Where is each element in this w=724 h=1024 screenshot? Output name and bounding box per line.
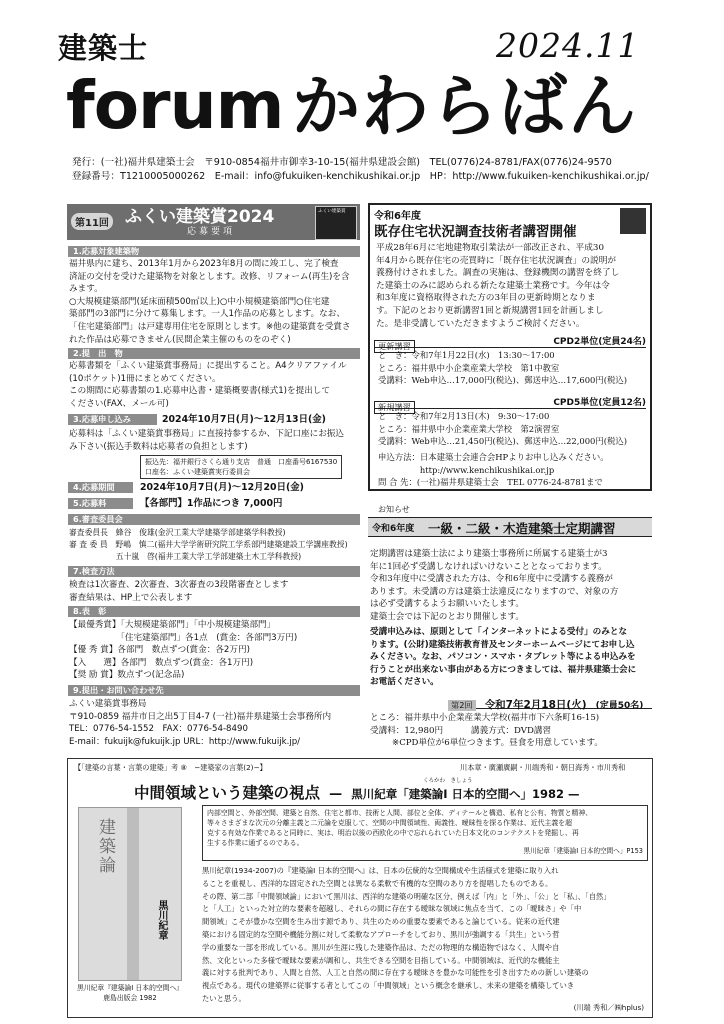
line: み下さい(振込手数料は応募者の負担とします) xyxy=(69,441,248,452)
award-sec1-body xyxy=(69,258,351,346)
line: たいと思う。 xyxy=(202,993,246,1003)
bank-box xyxy=(140,455,342,479)
teiki-bold xyxy=(370,626,636,689)
line: 五十嵐 啓(福井工業大学工学部建築土木工学科教授) xyxy=(69,552,302,561)
line: と き：令和7年2月13日(木) 9:30〜17:00 xyxy=(378,411,550,421)
line: ところ：福井県中小企業産業大学校 第1中教室 xyxy=(378,362,560,373)
teiki-capacity: (定員50名) xyxy=(595,701,644,711)
award-logo xyxy=(315,206,357,240)
award-sec5-heading: 5.応募料 xyxy=(68,498,133,509)
award-sec5-row xyxy=(68,497,360,510)
line: 義に対する批判であり、人間と自然、人工と自然の間に存在する曖昧さを豊かな可能性を引き出すための新しい建築の xyxy=(202,968,589,978)
line: 令和3年度中に受講された方は、令和6年度中に受講する義務が xyxy=(370,574,613,585)
line: 受講申込みは、原則として「インターネットによる受付」のみとな xyxy=(370,627,628,637)
renewal-cpd: CPD2単位(定員24名) xyxy=(553,337,646,347)
line: と き：令和7年1月22日(水) 13:30〜17:00 xyxy=(378,350,555,360)
column-authors: 川本章・廣瀬廣嗣・川端秀和・朝日海秀・市川秀和 xyxy=(460,763,626,772)
masthead xyxy=(0,0,724,190)
line: みます。 xyxy=(69,284,103,295)
award-sec3-body xyxy=(69,428,344,453)
teiki-details xyxy=(370,712,603,750)
line: 問 合 先：(一社)福井県建築士会 TEL 0776-24-8781まで xyxy=(378,477,603,488)
column-series: 【「建築の言葉・言葉の建築」考 ⑧ −建築家の言葉(2)−】 xyxy=(74,763,267,772)
line: 「住宅建築部門」は戸建専用住宅を原則とします。※他の建築賞を受賞さ xyxy=(69,321,351,332)
renewal-body xyxy=(378,349,627,387)
award-sec3-heading: 3.応募申し込み xyxy=(68,414,157,425)
koshu-year: 令和6年度 xyxy=(374,211,421,222)
book-strip xyxy=(127,808,139,980)
line: 和3年度に資格取得された方の3年目の更新時期となりま xyxy=(376,293,596,304)
line: TEL：0776-54-1552 FAX：0776-54-8490 xyxy=(69,724,248,735)
line: みください。なお、パソコン・スマホ・タブレット等による申込みを xyxy=(370,652,636,663)
koshu-box xyxy=(368,203,652,491)
award-sec8-body xyxy=(69,619,297,682)
line: ※CPD単位が6単位つきます。昼食を用意しています。 xyxy=(392,738,604,749)
award-sec1-heading: 1.応募対象建築物 xyxy=(68,246,360,257)
award-sec4-row xyxy=(68,481,360,494)
new-label: 新規講習 xyxy=(374,401,415,414)
renewal-header xyxy=(374,334,646,351)
teiki-material: 講義方式：DVD講習 xyxy=(471,725,552,736)
column-quote-box xyxy=(202,805,648,861)
line: 年4月から既存住宅の売買時に「既存住宅状況調査」の説明が xyxy=(376,255,617,266)
line: 審査結果は、HP上で公表します xyxy=(69,592,193,603)
column-dash: — xyxy=(329,787,343,802)
line: 【入 選】各部門 数点ずつ(賞金：各1万円) xyxy=(69,657,254,668)
column-ruby: くろかわ きしょう xyxy=(423,778,473,784)
line: ることを重視し、西洋的な固定された空間とは異なる柔軟で有機的な空間のあり方を提唱したものである。 xyxy=(202,878,553,888)
column-signature: (川端 秀和／㈱hplus) xyxy=(573,1003,644,1012)
column-quote xyxy=(207,808,592,848)
line: 視点である。現代の建築界に従事する者としてこの「中間領域」という概念を継承し、未来の建築を構築していき xyxy=(202,981,575,991)
book-cover xyxy=(78,807,182,981)
teiki-session: 第2回 xyxy=(448,700,476,711)
award-subtitle: 応募要項 xyxy=(187,227,236,237)
award-sec8-heading: 8.表 彰 xyxy=(68,606,360,617)
publisher-info: 発行：(一社)福井県建築士会 〒910-0854福井市御幸3-10-15(福井県建設会館) TEL(0776)24-8781/FAX(0776)24-9570 xyxy=(72,157,612,168)
teiki-title: 一級・二級・木造建築士定期講習 xyxy=(428,521,616,536)
award-sec3-row xyxy=(68,413,360,426)
column-body xyxy=(202,865,611,1006)
line: 定期講習は建築士法により建築士事務所に所属する建築士が3 xyxy=(370,549,608,559)
line: と「人工」といった対立的な要素を超越し、それらの間に存在する曖昧な領域に焦点を当て、この「曖昧さ」や「中 xyxy=(202,904,582,914)
line: 義務付けされました。調査の実施は、登録機関の講習を終了し xyxy=(376,268,620,279)
teiki-fee: 受講料：12,980円 xyxy=(370,725,444,736)
line: 応募料は「ふくい建築賞事務局」に直接持参するか、下記口座にお振込 xyxy=(69,429,345,439)
line: 受講料：Web申込…21,450円(税込)、郵送申込…22,000円(税込) xyxy=(378,436,628,447)
award-sec7-heading: 7.検査方法 xyxy=(68,566,360,577)
line: 黒川紀章『建築論Ⅰ 日本的空間へ』 xyxy=(76,984,184,992)
line: あります。未受講の方は建築士法違反になりますので、対象の方 xyxy=(370,586,619,597)
fee-row xyxy=(370,725,603,738)
line: 【奨 励 賞】数点ずつ(記念品) xyxy=(69,670,185,681)
bank-line: 振込先：福井銀行さくら通り支店 普通 口座番号6167530 xyxy=(145,458,338,466)
teiki-session-row xyxy=(448,693,652,709)
line: ところ：福井県中小企業産業大学校(福井市下六条町16-15) xyxy=(370,713,600,723)
award-sec9-body xyxy=(69,698,331,748)
line: 内部空間と、外部空間、建築と自然、住宅と都市、技術と人間、部位と全体、ディテールと構造、私有と公有、物質と精神、 xyxy=(207,809,593,817)
koshu-url[interactable]: http://www.kenchikushikai.or.jp xyxy=(378,464,555,475)
column-quote-source: 黒川紀章「建築論Ⅰ 日本的空間へ」P153 xyxy=(523,847,643,855)
line: (10ポケット)1冊にまとめてください。 xyxy=(69,373,221,384)
line: 平成28年6月に宅地建物取引業法が一部改正され、平成30 xyxy=(376,243,604,253)
line: 審査委員長 蜂谷 俊雄(金沢工業大学建築学部建築学科教授) xyxy=(69,528,286,537)
line: 審 査 委 員 野嶋 慎二(福井大学学術研究院工学系部門建築建設工学講座教授) xyxy=(69,540,348,549)
line: 然、文化といった多様で曖昧な要素が調和し、共生できる空間を目指している。中間領域は、近代的な機能主 xyxy=(202,955,560,965)
line: 「住宅建築部門」各1点 (賞金：各部門3万円) xyxy=(69,632,298,643)
column-box xyxy=(67,758,653,1018)
column-source: 黒川紀章「建築論Ⅰ 日本的空間へ」1982 — xyxy=(351,787,580,801)
line: 応募書類を「ふくい建築賞事務局」に提出すること。A4クリアファイル xyxy=(69,361,347,371)
award-sec6-body xyxy=(69,527,348,563)
renewal-label: 更新講習 xyxy=(374,340,415,353)
line: は必ず受講するようお願いいたします。 xyxy=(370,599,525,610)
award-sec7-body xyxy=(69,579,289,604)
line: れた作品は応募できません(民間企業主催のものをのぞく) xyxy=(69,334,291,345)
line: 生する作業に通ずるのである。 xyxy=(207,839,304,847)
notice-label: お知らせ xyxy=(378,505,410,514)
line: この期間に応募書類の1.応募申込書・建築概要書(様式1)を提出して xyxy=(69,386,330,397)
teiki-date: 令和7年2月18日(火) xyxy=(484,699,587,711)
masthead-forum: forum xyxy=(66,67,284,144)
line: 間領域」こそが豊かな空間を生み出す源であり、共生のための重要な要素であると論じている。従来の近代建 xyxy=(202,917,560,927)
koshu-intro xyxy=(376,242,619,330)
award-sec4-heading: 4.応募期間 xyxy=(68,482,133,493)
book-caption xyxy=(76,984,184,1003)
award-round: 第11回 xyxy=(71,213,113,230)
award-sec2-body xyxy=(69,360,347,410)
column-title: 中間領域という建築の視点 xyxy=(134,784,321,802)
teiki-year: 令和6年度 xyxy=(372,524,415,534)
award-sec9-heading: 9.提出・お問い合わせ先 xyxy=(68,685,360,696)
column-title-row xyxy=(134,781,580,803)
line: 福井県内に建ち、2013年1月から2023年8月の間に竣工し、完了検査 xyxy=(69,259,339,269)
line: ところ：福井県中小企業産業大学校 第2演習室 xyxy=(378,423,560,434)
line: ください(FAX、メール可) xyxy=(69,398,169,409)
issue-date: 2024.11 xyxy=(496,26,640,65)
new-header xyxy=(374,395,646,412)
line: 申込方法：日本建築士会連合会HPよりお申し込みください。 xyxy=(378,452,609,462)
line: 【最優秀賞】「大規模建築部門」「中小規模建築部門」 xyxy=(69,620,276,630)
award-sec6-heading: 6.審査委員会 xyxy=(68,514,360,525)
koshu-apply xyxy=(378,451,609,489)
masthead-kawaraban: かわらばん xyxy=(292,68,638,147)
line: ふくい建築賞事務局 xyxy=(69,699,147,709)
line: 済証の交付を受けた建築物を対象とします。改修、リフォーム(再生)を含 xyxy=(69,271,350,282)
line: 黒川紀章(1934-2007)の『建築論Ⅰ 日本的空間へ』は、日本の伝統的な空間構成や生活様式を建築に取り入れ xyxy=(202,866,559,875)
new-cpd: CPD5単位(定員12名) xyxy=(553,398,646,408)
line: ります。(公財)建築技術教育普及センターホームページにてお申し込 xyxy=(370,639,635,650)
book-title: 建築論 xyxy=(95,818,115,875)
award-sec5-value: 【各部門】1作品につき 7,000円 xyxy=(140,498,283,509)
masthead-kenchikushi: 建築士 xyxy=(58,31,149,65)
line: 築部門の3部門に分けて募集します。一人1作品の応募とします。なお、 xyxy=(69,309,345,320)
line: ○大規模建築部門(延床面積500㎡以上)○中小規模建築部門○住宅建 xyxy=(69,296,330,307)
award-sec2-heading: 2.提 出 物 xyxy=(68,348,360,359)
line: 学の重要な一部を形成している。黒川が生涯に残した建築作品は、ただの物理的な構造物ではなく、人間や自 xyxy=(202,942,560,952)
line: 年に1回必ず受講しなければいけないこととなっております。 xyxy=(370,561,607,572)
line: 受講料：Web申込…17,000円(税込)、郵送申込…17,600円(税込) xyxy=(378,375,628,386)
line: お電話ください。 xyxy=(370,677,439,688)
new-body xyxy=(378,410,627,448)
line: 築における固定的な空間や機能分割に対して柔軟なアプローチをしており、黒川が強調する「共生」という哲 xyxy=(202,929,560,939)
koshu-title: 既存住宅状況調査技術者講習開催 xyxy=(374,224,577,240)
line: た建築士のみに認められる新たな建築士業務です。今年は令 xyxy=(376,280,610,291)
line: す。下記のとおり更新講習1回と新規講習1回を計画しまし xyxy=(376,305,604,316)
award-title: ふくい建築賞2024 xyxy=(125,207,275,227)
award-logo-text: ふくい建築賞 xyxy=(318,209,346,214)
bank-line: 口座名：ふくい建築賞実行委員会 xyxy=(145,468,250,476)
koshu-logo xyxy=(620,208,646,234)
line: 【優 秀 賞】各部門 数点ずつ(賞金：各2万円) xyxy=(69,645,250,656)
award-sec4-period: 2024年10月7日(月)〜12月20日(金) xyxy=(140,482,304,493)
line: た。是非受講していただきますようご検討ください。 xyxy=(376,318,585,329)
teiki-body xyxy=(370,548,618,624)
contact-email-url[interactable]: E-mail：fukuijk@fukuijk.jp URL：http://www.fukuijk.jp/ xyxy=(69,736,301,747)
line: その際、第二部「中間領域論」において黒川は、西洋的な建築の明確な区分、例えば「内」と「外」、「公」と「私」、「自然」 xyxy=(202,891,611,901)
line: 行うことが出来ない事由がある方につきましては、福井県建築士会に xyxy=(370,664,637,675)
line: 検査は1次審査、2次審査、3次審査の3段階審査とします xyxy=(69,580,289,590)
line: 建築士会では下記のとおり開催します。 xyxy=(370,611,525,622)
line: 等々さまざまな次元の分離主義と二元論を克服して、空間の中間領域性、両義性、曖昧性を探る作業は、近代主義を超 xyxy=(207,819,573,827)
line: 鹿島出版会 1982 xyxy=(103,993,157,1002)
book-author: 黒川紀章 xyxy=(156,900,167,940)
teiki-header xyxy=(368,517,652,537)
line: 〒910-0859 福井市日之出5丁目4-7 (一社)福井県建築士会事務所内 xyxy=(69,711,332,722)
line: 克する有効な作業であると同時に、実は、明治以後の西欧化の中で忘れられていた日本文化のコンテクストを発掘し、再 xyxy=(207,829,579,837)
award-header xyxy=(67,204,360,240)
award-sec3-period: 2024年10月7日(月)〜12月13日(金) xyxy=(162,414,326,425)
registration-info: 登録番号：T1210005000262 E-mail：info@fukuiken-kenchikushikai.or.jp HP：http://www.fukuiken-kenchikushikai.or.jp/ xyxy=(72,171,649,182)
